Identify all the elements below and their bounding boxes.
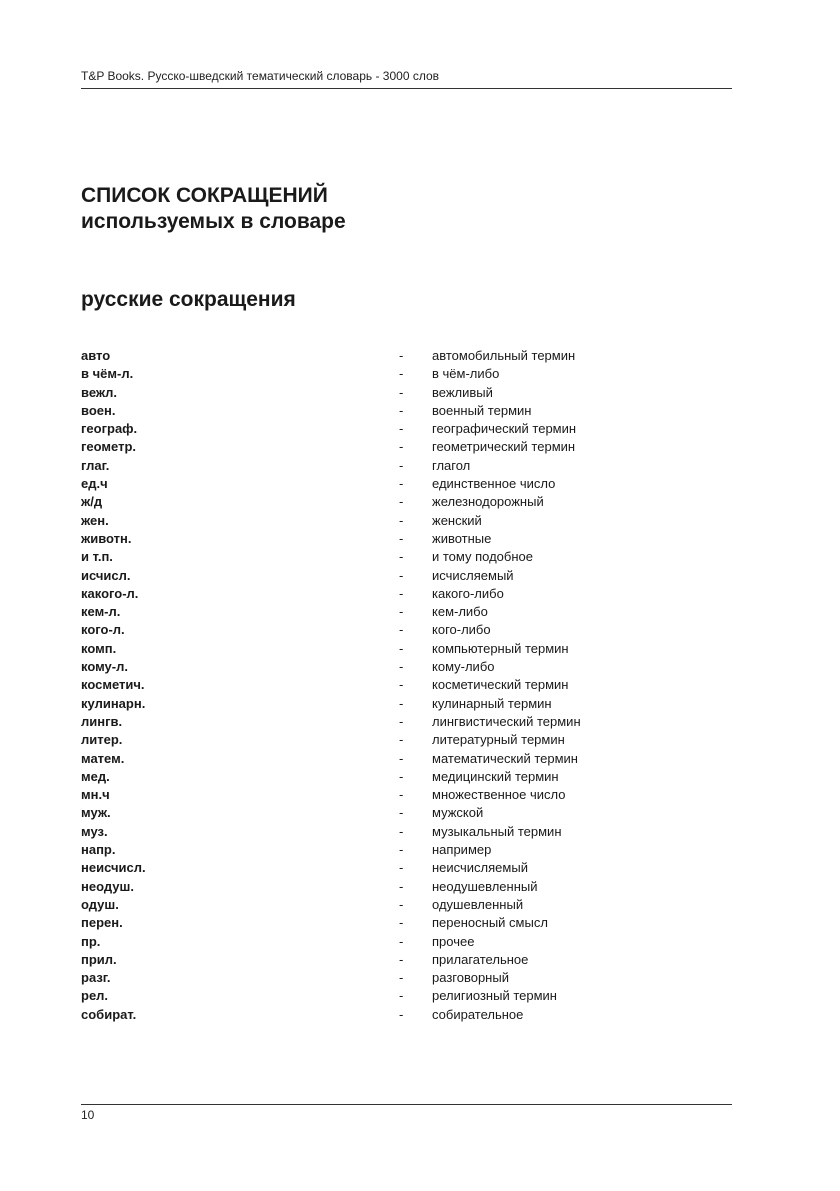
abbreviation-definition: например (432, 842, 492, 858)
abbreviation-definition: кулинарный термин (432, 695, 552, 711)
abbreviation-term: муз. (81, 823, 108, 839)
abbreviation-definition: литературный термин (432, 732, 565, 748)
abbreviation-term: авто (81, 348, 111, 363)
abbreviation-separator: - (399, 402, 404, 418)
abbreviation-separator: - (399, 695, 404, 711)
abbreviation-definition: глагол (432, 457, 471, 473)
abbreviation-term: пр. (81, 933, 101, 949)
section-title: русские сокращения (81, 288, 296, 311)
abbreviation-separator: - (399, 768, 404, 784)
abbreviation-term: одуш. (81, 896, 119, 912)
abbreviation-term: и т.п. (81, 549, 113, 565)
abbreviation-definition: неисчисляемый (432, 860, 528, 876)
abbreviation-definition: кого-либо (432, 622, 491, 638)
abbreviation-term: рел. (81, 988, 109, 1004)
abbreviation-separator: - (399, 622, 404, 638)
abbreviation-definition: исчисляемый (432, 567, 514, 583)
abbreviation-row (81, 402, 732, 420)
abbreviation-separator: - (399, 732, 404, 748)
abbreviation-separator: - (399, 951, 404, 967)
abbreviation-separator: - (399, 677, 404, 693)
abbreviation-definition: математический термин (432, 750, 578, 766)
abbreviation-definition: мужской (432, 805, 484, 821)
abbreviation-term: ед.ч (81, 476, 108, 492)
abbreviation-definition: разговорный (432, 970, 509, 986)
abbreviation-row (81, 933, 732, 951)
abbreviation-term: комп. (81, 640, 117, 656)
abbreviation-separator: - (399, 366, 404, 382)
abbreviation-row (81, 987, 732, 1005)
abbreviation-separator: - (399, 915, 404, 931)
abbreviation-separator: - (399, 567, 404, 583)
abbreviation-row (81, 804, 732, 822)
abbreviation-separator: - (399, 750, 404, 766)
abbreviation-definition: переносный смысл (432, 915, 548, 931)
abbreviation-term: в чём-л. (81, 366, 134, 382)
abbreviation-definition: медицинский термин (432, 768, 559, 784)
abbreviation-separator: - (399, 512, 404, 528)
abbreviation-row (81, 658, 732, 676)
abbreviation-row (81, 493, 732, 511)
page-title: СПИСОК СОКРАЩЕНИЙ (81, 184, 328, 207)
abbreviation-definition: прилагательное (432, 951, 529, 967)
abbreviation-definition: единственное число (432, 476, 556, 492)
abbreviation-row (81, 695, 732, 713)
abbreviation-term: прил. (81, 951, 117, 967)
abbreviation-definition: в чём-либо (432, 366, 500, 382)
abbreviation-row (81, 512, 732, 530)
abbreviation-term: ж/д (81, 494, 103, 510)
abbreviation-definition: множественное число (432, 787, 566, 803)
abbreviation-term: какого-л. (81, 585, 139, 601)
abbreviation-row (81, 731, 732, 749)
abbreviation-separator: - (399, 348, 404, 363)
abbreviation-definition: животные (432, 530, 492, 546)
abbreviation-definition: автомобильный термин (432, 348, 576, 363)
abbreviation-separator: - (399, 439, 404, 455)
abbreviation-row (81, 621, 732, 639)
abbreviation-row (81, 914, 732, 932)
abbreviation-separator: - (399, 384, 404, 400)
abbreviation-separator: - (399, 860, 404, 876)
abbreviation-definition: военный термин (432, 402, 532, 418)
abbreviation-separator: - (399, 659, 404, 675)
abbreviation-term: перен. (81, 915, 123, 931)
abbreviation-definition: географический термин (432, 421, 577, 437)
abbreviation-separator: - (399, 1006, 404, 1022)
abbreviation-definition: какого-либо (432, 585, 504, 601)
abbreviation-separator: - (399, 842, 404, 858)
abbreviation-row (81, 475, 732, 493)
abbreviation-separator: - (399, 896, 404, 912)
abbreviation-definition: кем-либо (432, 604, 488, 620)
abbreviation-definition: собирательное (432, 1006, 524, 1022)
abbreviation-term: кулинарн. (81, 695, 146, 711)
abbreviation-row (81, 896, 732, 914)
abbreviation-separator: - (399, 549, 404, 565)
abbreviation-separator: - (399, 988, 404, 1004)
abbreviation-row (81, 640, 732, 658)
page-subtitle: используемых в словаре (81, 210, 346, 233)
abbreviation-definition: женский (432, 512, 482, 528)
abbreviation-term: мн.ч (81, 787, 110, 803)
abbreviation-term: муж. (81, 805, 111, 821)
abbreviation-separator: - (399, 457, 404, 473)
abbreviation-row (81, 420, 732, 438)
abbreviation-term: жен. (81, 512, 109, 528)
abbreviation-separator: - (399, 640, 404, 656)
abbreviation-term: животн. (81, 530, 132, 546)
abbreviation-term: неисчисл. (81, 860, 146, 876)
abbreviation-term: вежл. (81, 384, 117, 400)
abbreviation-row (81, 859, 732, 877)
abbreviation-row (81, 438, 732, 456)
title-block (81, 183, 346, 235)
abbreviation-term: мед. (81, 768, 110, 784)
abbreviation-term: косметич. (81, 677, 145, 693)
abbreviation-definition: неодушевленный (432, 878, 538, 894)
abbreviation-term: матем. (81, 750, 125, 766)
running-header: T&P Books. Русско-шведский тематический словарь - 3000 слов (81, 69, 440, 83)
abbreviation-row (81, 786, 732, 804)
abbreviation-row (81, 1006, 732, 1024)
abbreviation-separator: - (399, 494, 404, 510)
abbreviation-term: литер. (81, 732, 123, 748)
abbreviation-definition: лингвистический термин (432, 713, 581, 729)
abbreviation-separator: - (399, 476, 404, 492)
abbreviation-term: кого-л. (81, 622, 125, 638)
abbreviation-definition: религиозный термин (432, 988, 557, 1004)
abbreviation-row (81, 768, 732, 786)
abbreviation-term: воен. (81, 402, 116, 418)
footer-divider (81, 1104, 732, 1105)
abbreviation-definition: прочее (432, 933, 475, 949)
abbreviation-separator: - (399, 970, 404, 986)
abbreviation-term: географ. (81, 421, 138, 437)
abbreviation-term: глаг. (81, 457, 110, 473)
abbreviation-row (81, 530, 732, 548)
abbreviation-separator: - (399, 585, 404, 601)
abbreviation-row (81, 548, 732, 566)
abbreviation-definition: железнодорожный (432, 494, 544, 510)
abbreviation-term: исчисл. (81, 567, 131, 583)
abbreviation-definition: музыкальный термин (432, 823, 562, 839)
abbreviation-term: кем-л. (81, 604, 121, 620)
abbreviation-term: напр. (81, 842, 116, 858)
header-divider (81, 88, 732, 89)
abbreviation-row (81, 567, 732, 585)
abbreviation-term: кому-л. (81, 659, 128, 675)
abbreviation-definition: косметический термин (432, 677, 569, 693)
abbreviation-separator: - (399, 421, 404, 437)
abbreviation-row (81, 457, 732, 475)
abbreviation-row (81, 676, 732, 694)
abbreviation-term: разг. (81, 970, 111, 986)
abbreviation-separator: - (399, 805, 404, 821)
abbreviation-separator: - (399, 933, 404, 949)
abbreviation-row (81, 603, 732, 621)
abbreviation-row (81, 969, 732, 987)
abbreviation-term: лингв. (81, 713, 123, 729)
abbreviation-row (81, 585, 732, 603)
abbreviation-row (81, 347, 732, 365)
abbreviation-term: неодуш. (81, 878, 134, 894)
abbreviation-row (81, 750, 732, 768)
abbreviation-row (81, 713, 732, 731)
abbreviation-row (81, 951, 732, 969)
abbreviation-row (81, 823, 732, 841)
abbreviation-definition: одушевленный (432, 896, 524, 912)
abbreviation-separator: - (399, 823, 404, 839)
abbreviation-row (81, 384, 732, 402)
abbreviation-separator: - (399, 713, 404, 729)
abbreviation-row (81, 841, 732, 859)
abbreviation-term: геометр. (81, 439, 137, 455)
abbreviation-definition: кому-либо (432, 659, 495, 675)
abbreviation-separator: - (399, 604, 404, 620)
abbreviation-separator: - (399, 530, 404, 546)
abbreviation-definition: вежливый (432, 384, 493, 400)
abbreviation-row (81, 878, 732, 896)
abbreviation-list (81, 347, 732, 1024)
abbreviation-definition: компьютерный термин (432, 640, 569, 656)
abbreviation-term: собират. (81, 1006, 137, 1022)
abbreviation-row (81, 365, 732, 383)
abbreviation-definition: и тому подобное (432, 549, 533, 565)
abbreviation-definition: геометрический термин (432, 439, 576, 455)
page-number: 10 (81, 1108, 95, 1122)
abbreviation-separator: - (399, 787, 404, 803)
abbreviation-separator: - (399, 878, 404, 894)
